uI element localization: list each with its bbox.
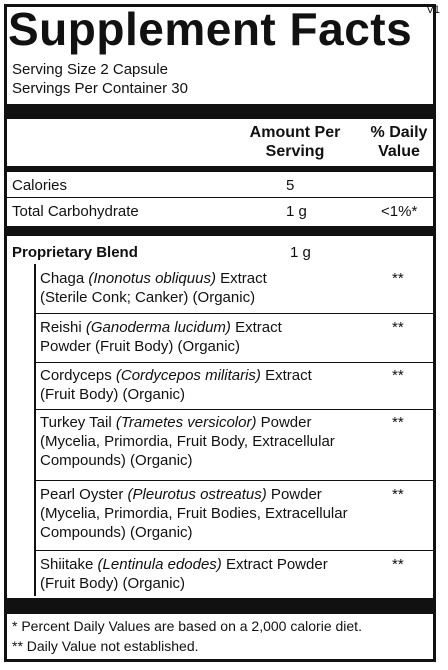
header-divider-thick <box>7 104 433 119</box>
carbohydrate-label: Total Carbohydrate <box>12 203 139 220</box>
ingredient-pearl-oyster: Pearl Oyster (Pleurotus ostreatus) Powder (Mycelia, Primordia, Fruit Bodies, Extracellular Compounds) (Organic) <box>40 486 348 541</box>
cordyceps-dv: ** <box>392 367 404 384</box>
ingredient-reishi: Reishi (Ganoderma lucidum) Extract Powder (Fruit Body) (Organic) <box>40 319 282 355</box>
turkey-tail-dv: ** <box>392 414 404 431</box>
reishi-dv: ** <box>392 319 404 336</box>
carbohydrate-dv: <1%* <box>381 203 418 220</box>
pearl-oyster-dv: ** <box>392 486 404 503</box>
ingredient-divider <box>34 480 433 481</box>
version-label: V1 <box>426 4 440 16</box>
daily-value-header: % Daily Value <box>370 124 428 160</box>
ingredient-divider <box>34 362 433 363</box>
blend-divider-thick <box>7 226 433 236</box>
footnote-not-established: ** Daily Value not established. <box>12 638 199 654</box>
panel-title: Supplement Facts <box>8 3 413 55</box>
amount-header: Amount Per Serving <box>249 124 341 160</box>
ingredient-chaga: Chaga (Inonotus obliquus) Extract (Sterile Conk; Canker) (Organic) <box>40 270 267 306</box>
row-divider <box>7 197 433 198</box>
ingredient-turkey-tail: Turkey Tail (Trametes versicolor) Powder (Mycelia, Primordia, Fruit Body, Extracellular Compounds) (Organic) <box>40 414 335 469</box>
chaga-dv: ** <box>392 270 404 287</box>
carbohydrate-amount: 1 g <box>286 203 307 220</box>
calories-amount: 5 <box>286 177 295 194</box>
servings-per-container: Servings Per Container 30 <box>12 80 188 97</box>
ingredient-shiitake: Shiitake (Lentinula edodes) Extract Powder (Fruit Body) (Organic) <box>40 556 328 592</box>
blend-label: Proprietary Blend <box>12 244 138 261</box>
ingredient-cordyceps: Cordyceps (Cordycepos militaris) Extract (Fruit Body) (Organic) <box>40 367 312 403</box>
shiitake-dv: ** <box>392 556 404 573</box>
blend-amount: 1 g <box>290 244 311 261</box>
footer-divider-thick <box>7 598 433 614</box>
calories-label: Calories <box>12 177 68 194</box>
ingredient-divider <box>34 409 433 410</box>
ingredient-divider <box>34 313 433 314</box>
serving-size: Serving Size 2 Capsule <box>12 61 168 78</box>
footnote-percent-dv: * Percent Daily Values are based on a 2,000 calorie diet. <box>12 618 362 634</box>
ingredient-divider <box>34 550 433 551</box>
header-divider <box>7 166 433 172</box>
